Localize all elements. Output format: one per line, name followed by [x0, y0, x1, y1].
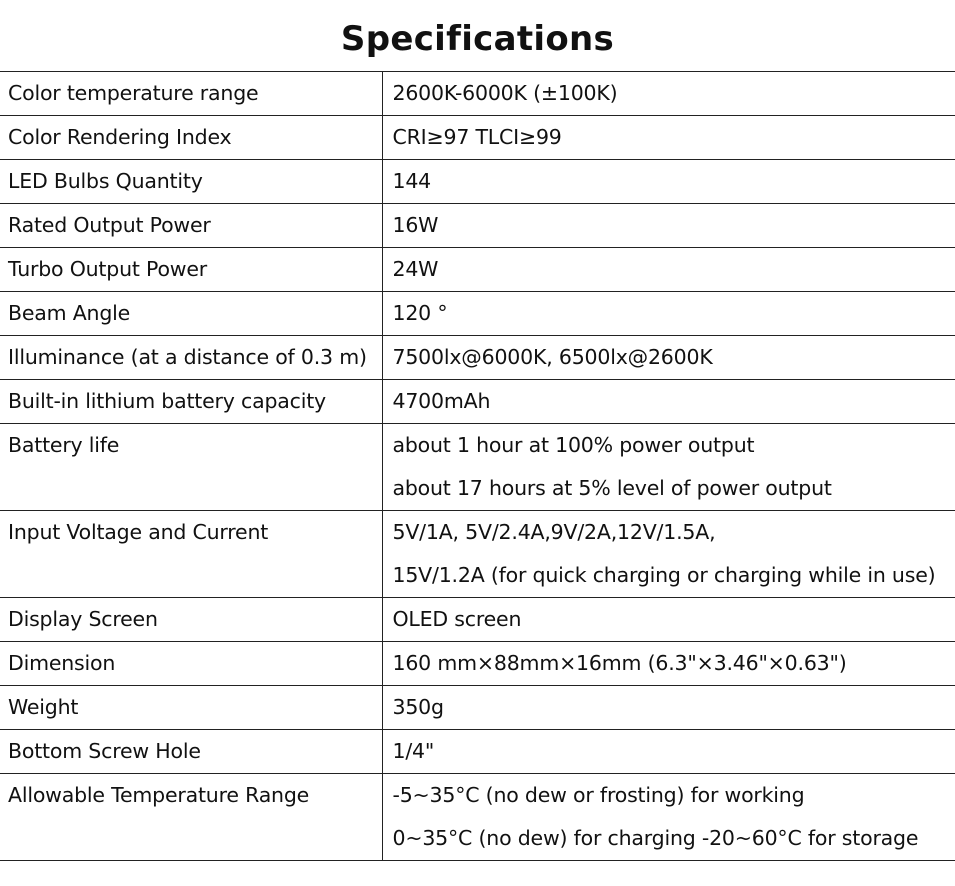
spec-label: Beam Angle	[8, 301, 131, 325]
table-row	[0, 774, 955, 861]
spec-label: Built-in lithium battery capacity	[8, 389, 326, 413]
spec-label-cell	[0, 730, 382, 774]
spec-value-cell	[382, 598, 955, 642]
spec-label: Bottom Screw Hole	[8, 739, 201, 763]
spec-value: 2600K-6000K (±100K)	[392, 81, 618, 105]
spec-label-cell	[0, 72, 382, 116]
spec-label: LED Bulbs Quantity	[8, 169, 203, 193]
table-row	[0, 380, 955, 424]
spec-label-cell	[0, 160, 382, 204]
spec-label-cell	[0, 248, 382, 292]
table-row	[0, 248, 955, 292]
spec-value-cell	[382, 380, 955, 424]
table-row	[0, 730, 955, 774]
spec-value: OLED screen	[392, 607, 522, 631]
spec-value-cell	[382, 248, 955, 292]
spec-value-cell	[382, 204, 955, 248]
spec-value: 120 °	[392, 301, 448, 325]
spec-label: Weight	[8, 695, 79, 719]
table-row	[0, 72, 955, 116]
spec-label-cell	[0, 598, 382, 642]
spec-value: -5~35°C (no dew or frosting) for working	[392, 783, 805, 807]
spec-label: Color Rendering Index	[8, 125, 232, 149]
spec-value: 0~35°C (no dew) for charging -20~60°C for storage	[392, 826, 919, 850]
spec-label: Turbo Output Power	[8, 257, 208, 281]
spec-value-cell	[382, 774, 955, 861]
spec-label-cell	[0, 116, 382, 160]
spec-label: Color temperature range	[8, 81, 259, 105]
spec-label: Input Voltage and Current	[8, 520, 269, 544]
table-row	[0, 598, 955, 642]
spec-label-cell	[0, 292, 382, 336]
spec-value: 15V/1.2A (for quick charging or charging while in use)	[392, 563, 936, 587]
spec-label-cell	[0, 642, 382, 686]
spec-value-cell	[382, 511, 955, 598]
spec-label: Rated Output Power	[8, 213, 211, 237]
spec-value-cell	[382, 642, 955, 686]
spec-value: 144	[392, 169, 432, 193]
table-row	[0, 642, 955, 686]
table-row	[0, 424, 955, 511]
spec-value-cell	[382, 292, 955, 336]
table-row	[0, 116, 955, 160]
spec-value-cell	[382, 686, 955, 730]
spec-value: 5V/1A, 5V/2.4A,9V/2A,12V/1.5A,	[392, 520, 716, 544]
spec-value: about 1 hour at 100% power output	[392, 433, 755, 457]
spec-value-cell	[382, 424, 955, 511]
spec-label-cell	[0, 511, 382, 598]
spec-label-cell	[0, 774, 382, 861]
table-row	[0, 686, 955, 730]
spec-label-cell	[0, 424, 382, 511]
spec-value: 16W	[392, 213, 439, 237]
spec-label: Allowable Temperature Range	[8, 783, 310, 807]
spec-value: 160 mm×88mm×16mm (6.3"×3.46"×0.63")	[392, 651, 847, 675]
table-row	[0, 336, 955, 380]
spec-value: CRI≥97 TLCI≥99	[392, 125, 562, 149]
spec-label: Display Screen	[8, 607, 158, 631]
spec-label-cell	[0, 686, 382, 730]
spec-value-cell	[382, 72, 955, 116]
spec-value: 24W	[392, 257, 439, 281]
table-row	[0, 292, 955, 336]
spec-label: Dimension	[8, 651, 116, 675]
spec-value: 1/4"	[392, 739, 435, 763]
specifications-table	[0, 71, 955, 861]
table-row	[0, 204, 955, 248]
spec-label: Illuminance (at a distance of 0.3 m)	[8, 345, 367, 369]
spec-value-cell	[382, 336, 955, 380]
spec-label-cell	[0, 204, 382, 248]
spec-value: about 17 hours at 5% level of power output	[392, 476, 832, 500]
spec-value-cell	[382, 160, 955, 204]
spec-value-cell	[382, 116, 955, 160]
table-row	[0, 511, 955, 598]
spec-label: Battery life	[8, 433, 120, 457]
spec-value: 7500lx@6000K, 6500lx@2600K	[392, 345, 713, 369]
spec-value-cell	[382, 730, 955, 774]
spec-label-cell	[0, 380, 382, 424]
table-row	[0, 160, 955, 204]
page-title: Specifications	[340, 19, 615, 59]
spec-label-cell	[0, 336, 382, 380]
spec-value: 350g	[392, 695, 444, 719]
spec-value: 4700mAh	[392, 389, 491, 413]
